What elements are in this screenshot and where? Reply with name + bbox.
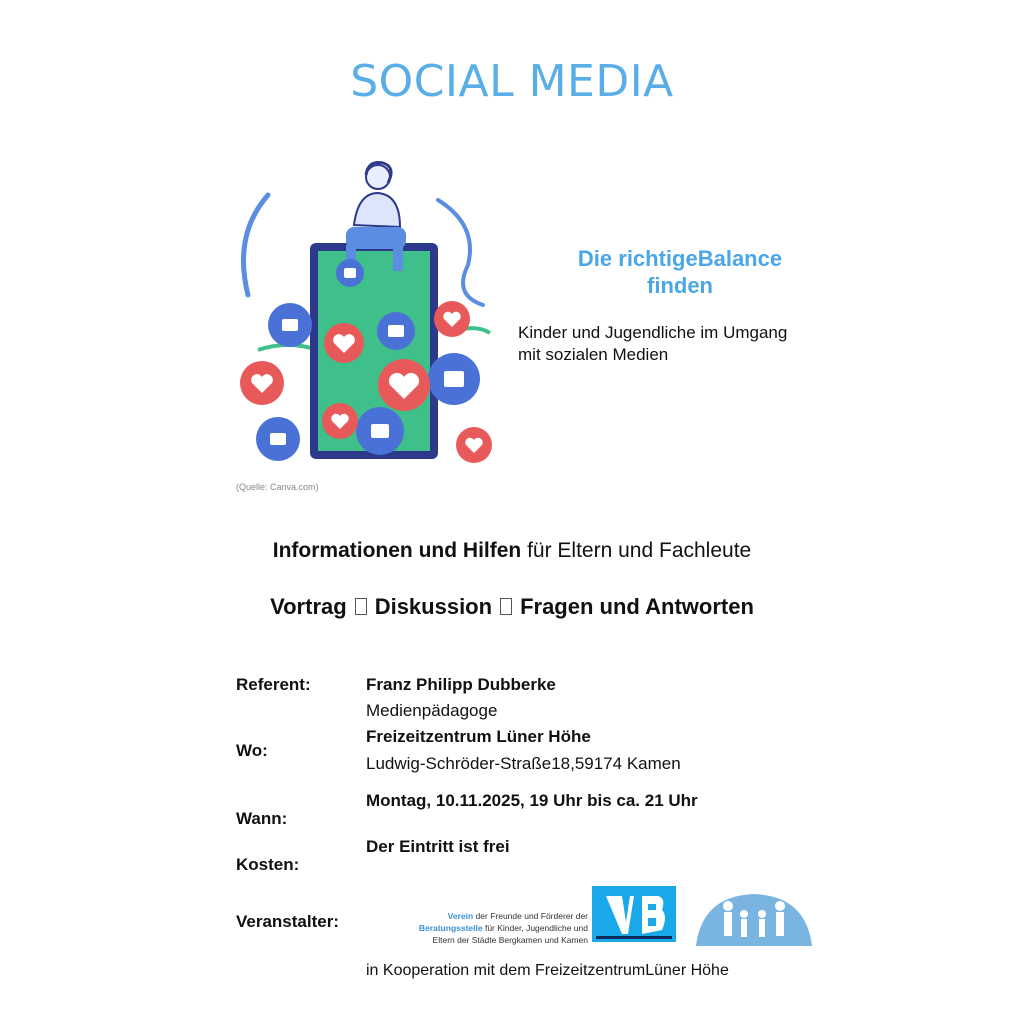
organizer-word-beratungsstelle: Beratungsstelle [418, 923, 483, 933]
where-label: Wo: [236, 741, 268, 760]
info-line [0, 539, 1024, 563]
cost-label: Kosten: [236, 855, 300, 874]
subtitle-line-2: mit sozialen Medien [518, 345, 669, 364]
heart-bubble-icon [378, 359, 430, 411]
referent-name: Franz Philipp Dubberke [366, 675, 556, 694]
subtitle-line-1: Kinder und Jugendliche im Umgang [518, 323, 788, 342]
poster-title: SOCIAL MEDIA [350, 56, 674, 107]
referent-label: Referent: [236, 675, 311, 694]
like-bubble-icon [256, 417, 300, 461]
like-bubble-icon [377, 312, 415, 350]
heart-bubble-icon [322, 403, 358, 439]
like-bubble-icon [268, 303, 312, 347]
format-item-qa: Fragen und Antworten [520, 594, 754, 619]
when-label: Wann: [236, 809, 288, 828]
venue-name: Freizeitzentrum Lüner Höhe [366, 727, 591, 746]
format-item-lecture: Vortrag [270, 594, 347, 619]
cost-value: Der Eintritt ist frei [366, 837, 510, 856]
family-logo [692, 888, 814, 950]
headline [520, 245, 840, 299]
like-bubble-icon [428, 353, 480, 405]
separator-box-icon [355, 598, 367, 615]
separator-box-icon [500, 598, 512, 615]
organizer-line-2: für Kinder, Jugendliche und [482, 923, 588, 933]
like-bubble-icon [336, 259, 364, 287]
venue-address: Ludwig-Schröder-Straße18,59174 Kamen [366, 754, 681, 773]
vb-logo [592, 886, 676, 942]
cooperation-note: in Kooperation mit dem FreizeitzentrumLüner Höhe [366, 962, 729, 979]
subtitle [518, 322, 858, 366]
social-media-illustration [228, 155, 508, 475]
heart-bubble-icon [324, 323, 364, 363]
info-line-bold: Informationen und Hilfen [272, 539, 522, 562]
when-value: Montag, 10.11.2025, 19 Uhr bis ca. 21 Uhr [366, 791, 698, 810]
info-line-rest: für Eltern und Fachleute [521, 539, 752, 562]
headline-line-1: Die richtigeBalance [577, 246, 783, 271]
organizer-text [362, 910, 588, 946]
organizer-word-verein: Verein [447, 911, 474, 921]
image-source-credit: (Quelle: Canva.com) [236, 482, 319, 492]
organizer-label: Veranstalter: [236, 912, 339, 931]
heart-bubble-icon [434, 301, 470, 337]
organizer-line-1: der Freunde und Förderer der [473, 911, 588, 921]
heart-bubble-icon [456, 427, 492, 463]
like-bubble-icon [356, 407, 404, 455]
format-line [0, 594, 1024, 620]
organizer-line-3: Eltern der Städte Bergkamen und Kamen [432, 935, 588, 945]
referent-role: Medienpädagoge [366, 701, 498, 720]
format-item-discussion: Diskussion [374, 594, 493, 619]
heart-bubble-icon [240, 361, 284, 405]
headline-line-2: finden [647, 273, 713, 298]
